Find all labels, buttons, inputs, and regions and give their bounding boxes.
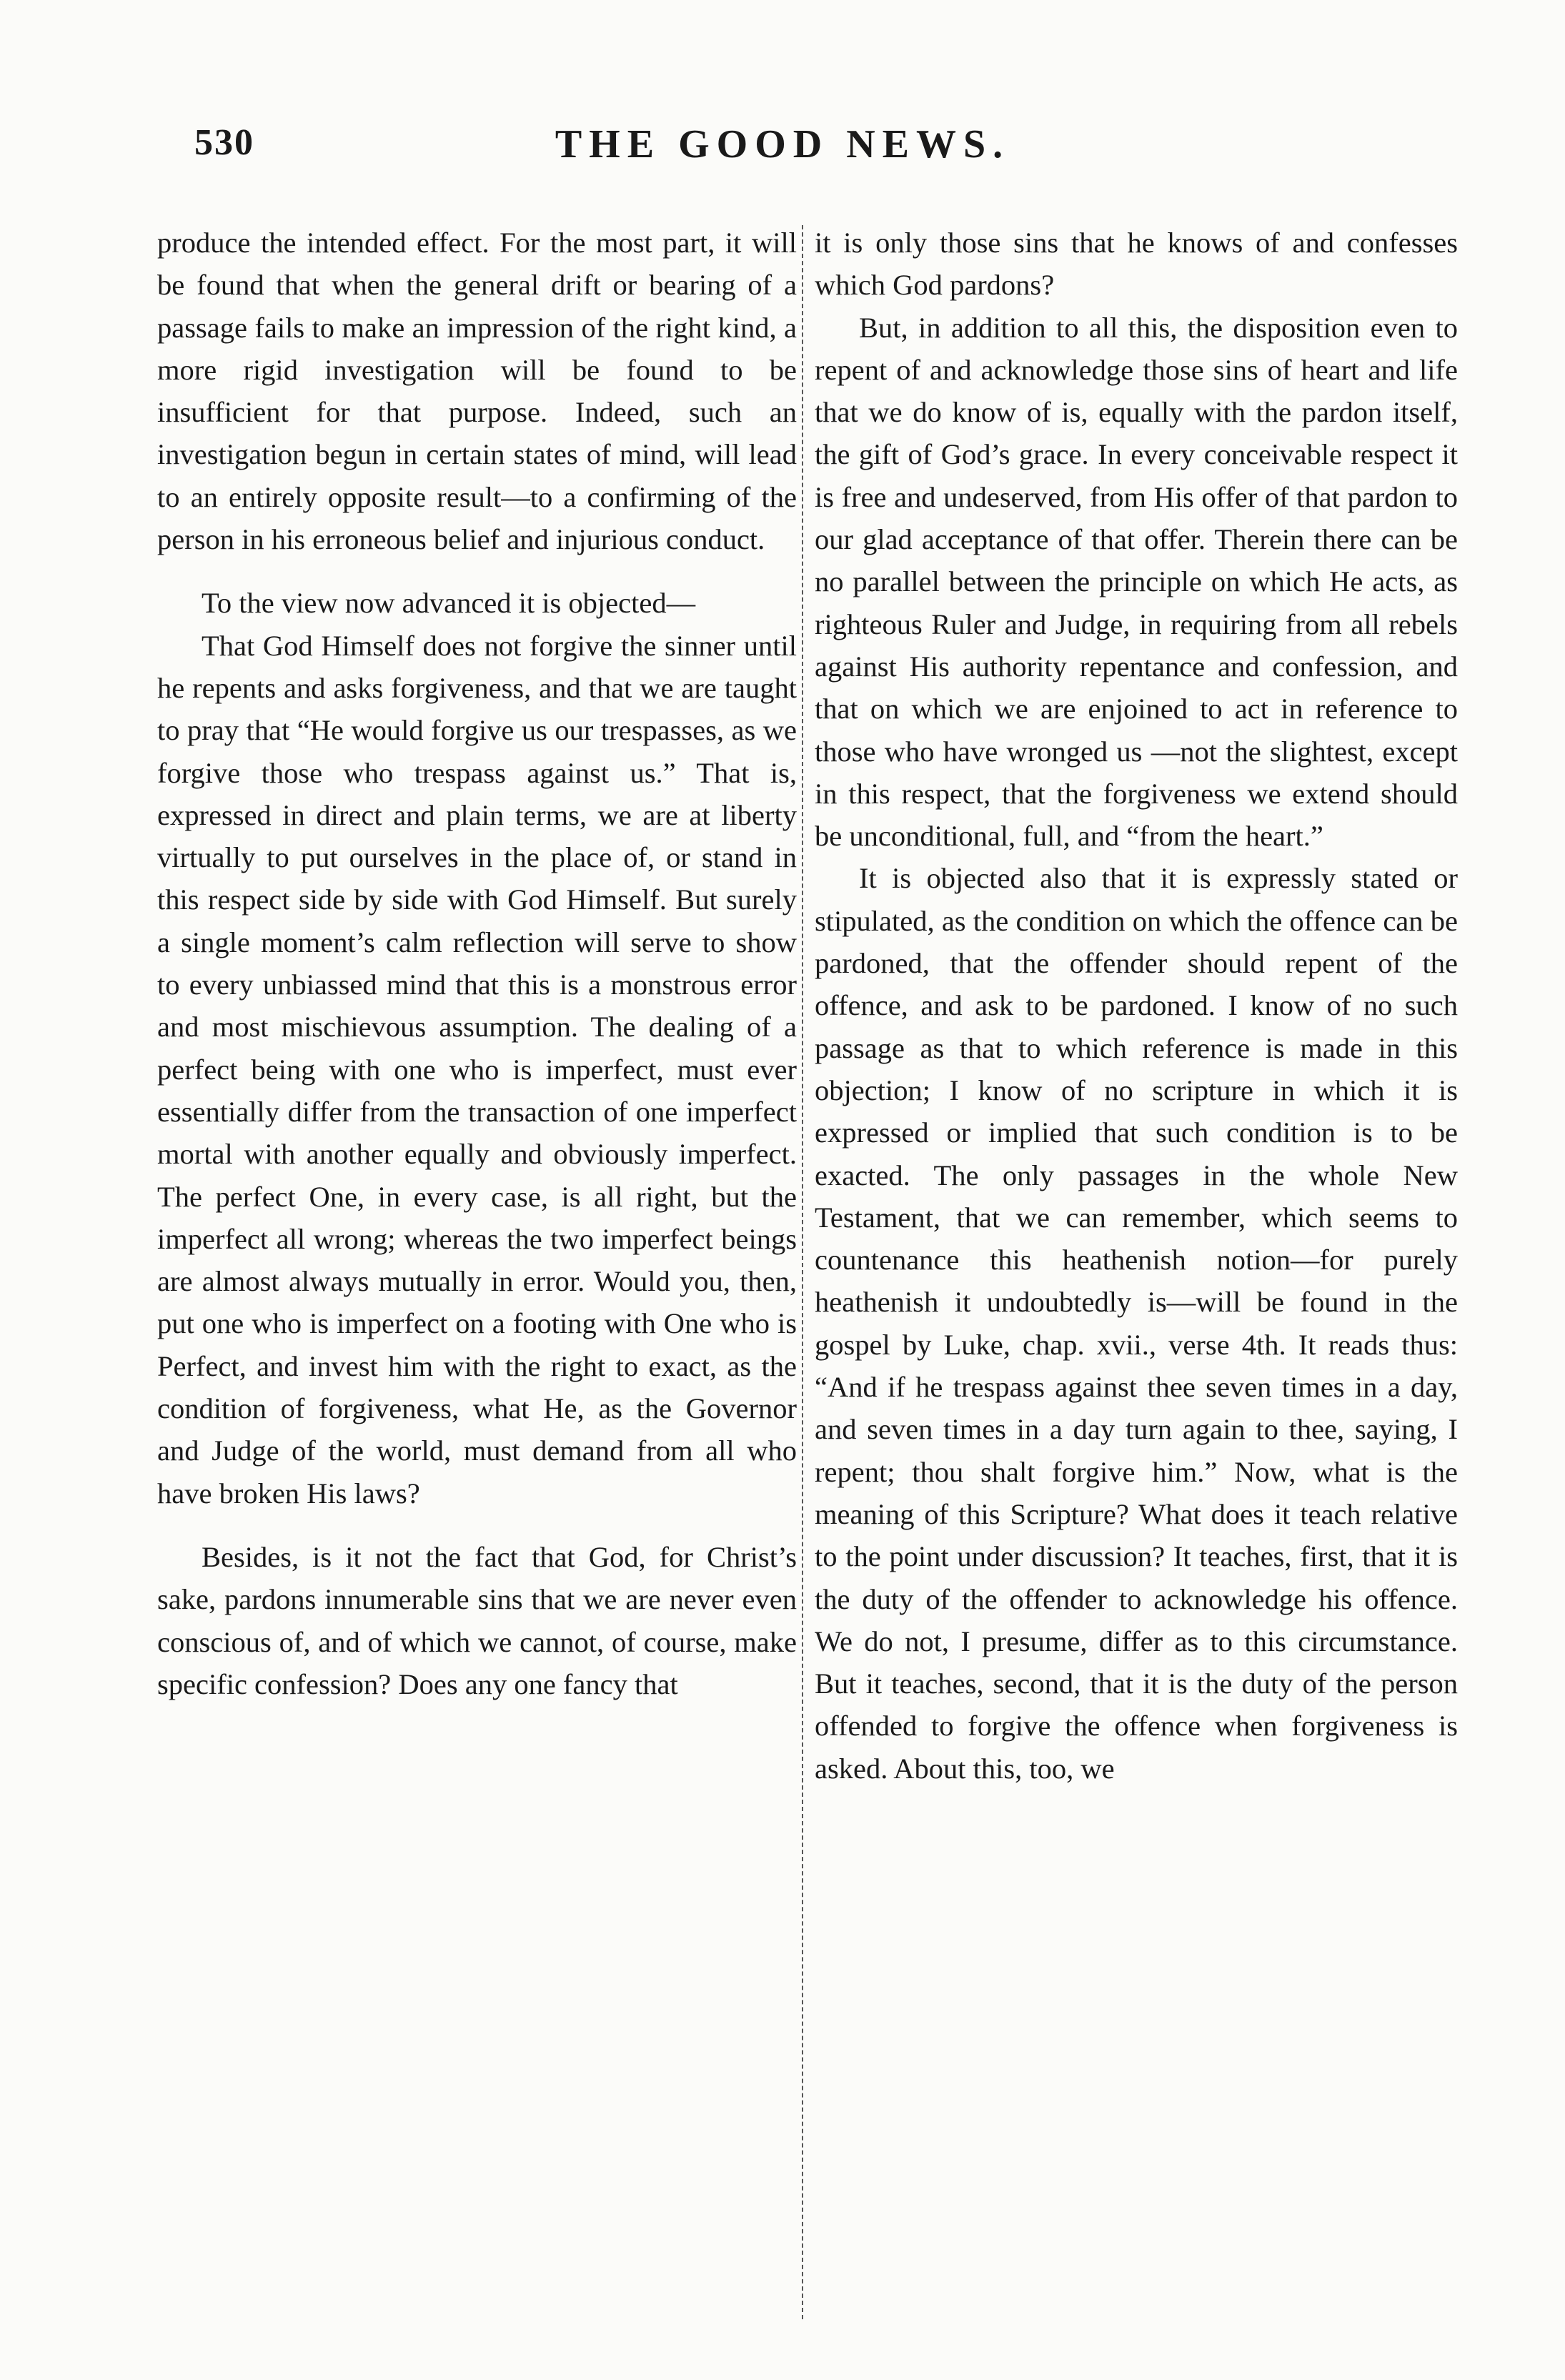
paragraph: Besides, is it not the fact that God, for Christ’s sake, pardons innumerable sins that we are never even conscious of, and of which we cannot, of course, make specific confession? Does any one fancy that: [157, 1540, 797, 1700]
running-header: [0, 122, 1565, 179]
right-column: [815, 222, 1458, 1790]
paragraph: To the view now advanced it is objected—: [202, 587, 696, 620]
page-number: 530: [194, 122, 254, 163]
paragraph: But, in addition to all this, the disposition even to repent of and acknowledge those sins of heart and life that we do know of is, equally with the pardon itself, the gift of God’s grace. In every conceivable respect it is free and undeserved, from His offer of that pardon to our glad acceptance of that offer. Therein there can be no parallel between the principle on which He acts, as righteous Ruler and Judge, in requiring from all rebels against His authority repentance and confession, and that on which we are enjoined to act in reference to those who have wronged us —not the slightest, except in this respect, that the forgiveness we extend should be unconditional, full, and “from the heart.”: [815, 311, 1458, 853]
paragraph: That God Himself does not forgive the sinner until he repents and asks forgiveness, and that we are taught to pray that “He would forgive us our trespasses, as we forgive those who trespass against us.” That is, expressed in direct and plain terms, we are at liberty virtually to put ourselves in the place of, or stand in this respect side by side with God Himself. But surely a single moment’s calm reflection will serve to show to every unbiassed mind that this is a monstrous error and most mischievous assumption. The dealing of a perfect being with one who is imperfect, must ever essentially differ from the transaction of one imperfect mortal with another equally and obviously imperfect. The perfect One, in every case, is all right, but the imperfect all wrong; whereas the two imperfect beings are almost always mutually in error. Would you, then, put one who is imperfect on a footing with One who is Perfect, and invest him with the right to exact, as the condition of forgiveness, what He, as the Governor and Judge of the world, must demand from all who have broken His laws?: [157, 629, 797, 1509]
paragraph: It is objected also that it is expressly stated or stipulated, as the condition on which the offence can be pardoned, that the offender should repent of the offence, and ask to be pardoned. I know of no such passage as that to which reference is made in this objection; I know of no scripture in which it is expressed or implied that such condition is to be exacted. The only passages in the whole New Testament, that we can remember, which seems to countenance this heathenish notion—for purely heathenish it undoubtedly is—will be found in the gospel by Luke, chap. xvii., verse 4th. It reads thus: “And if he trespass against thee seven times in a day, and seven times in a day turn again to thee, saying, I repent; thou shalt forgive him.” Now, what is the meaning of this Scripture? What does it teach relative to the point under discussion? It teaches, first, that it is the duty of the offender to acknowledge his offence. We do not, I presume, differ as to this circumstance. But it teaches, second, that it is the duty of the person offended to forgive the offence when forgiveness is asked. About this, too, we: [815, 862, 1458, 1785]
paragraph: it is only those sins that he knows of and confesses which God pardons?: [815, 227, 1458, 302]
paragraph: produce the intended effect. For the most part, it will be found that when the general drift or bearing of a passage fails to make an impression of the right kind, a more rigid investigation will be found to be insufficient for that purpose. Indeed, such an investigation begun in certain states of mind, will lead to an entirely opposite result—to a confirming of the person in his erroneous belief and injurious conduct.: [157, 227, 797, 556]
column-divider: [802, 225, 803, 2319]
left-column: [157, 222, 797, 1705]
running-title: THE GOOD NEWS.: [555, 122, 1010, 167]
